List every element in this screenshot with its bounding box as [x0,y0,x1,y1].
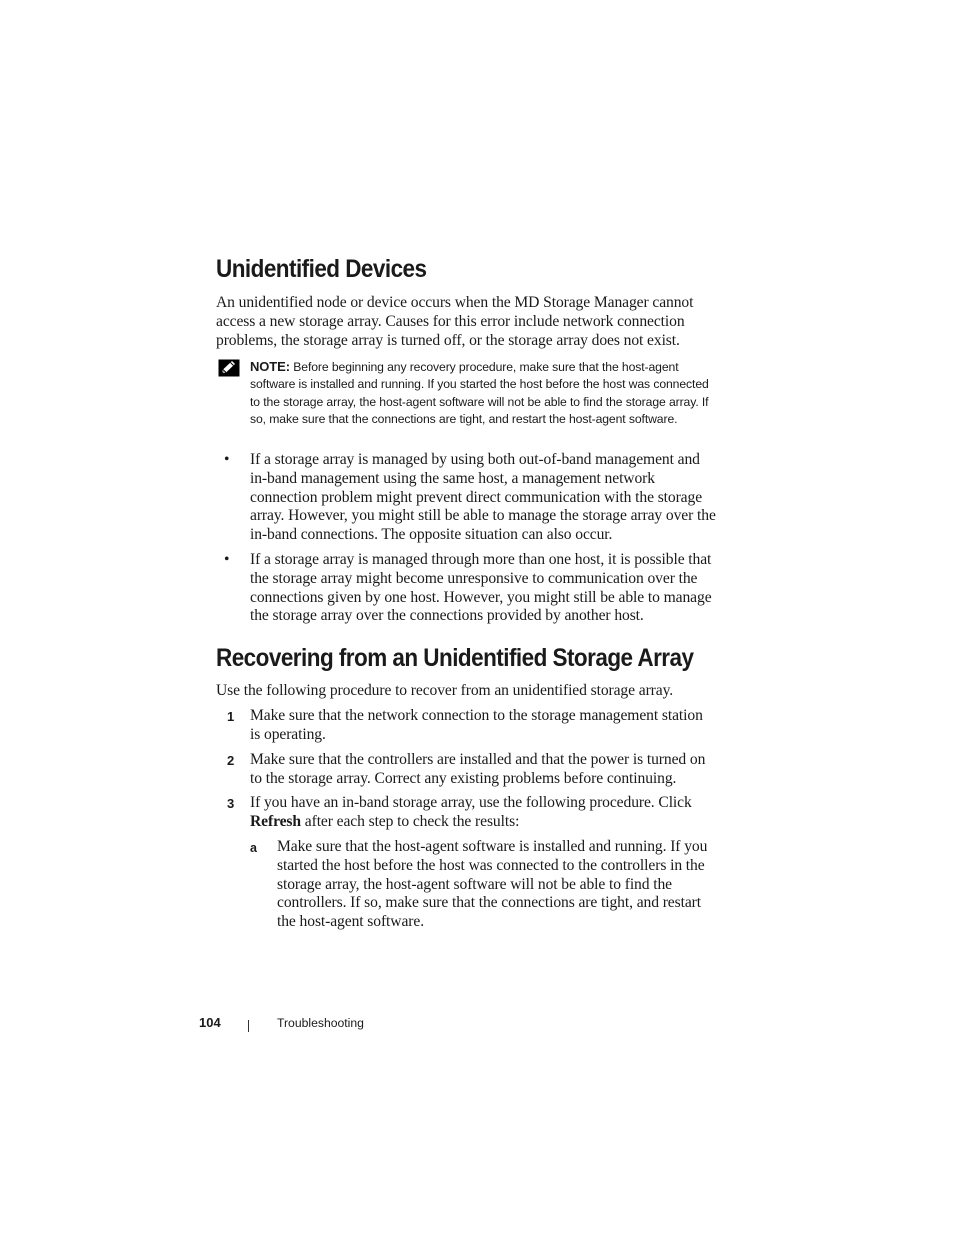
substep-text: Make sure that the host-agent software is installed and running. If you started the host before the host was connected to the controllers in the storage array, the host-agent software will not be able to find the controllers. If so, make sure that the connections are tight, and restart the host-agent software. [277,838,708,931]
step-text-part: If you have an in-band storage array, use the following procedure. Click [250,794,692,811]
intro-paragraph: An unidentified node or device occurs when the MD Storage Manager cannot access a new storage array. Causes for this error include network connection problems, the storage array is turned off, or the storage array does not exist. [216,294,694,349]
substep-letter: a [250,841,257,855]
procedure-intro: Use the following procedure to recover from an unidentified storage array. [216,682,674,699]
page-footer [199,1015,716,1035]
footer-section-title: Troubleshooting [277,1016,364,1030]
step-number: 3 [227,796,235,811]
footer-divider [248,1020,249,1032]
note-text [250,358,720,428]
step-number: 1 [227,709,235,724]
pencil-note-icon [218,359,240,377]
bullet-marker: • [224,451,230,468]
section-heading-unidentified-devices: Unidentified Devices [216,255,427,283]
step-text-part: after each step to check the results: [300,812,520,830]
step-text: Make sure that the controllers are installed and that the power is turned on to the storage array. Correct any existing problems before continuing. [250,751,706,787]
note-label: NOTE: [250,359,290,374]
page-number: 104 [199,1015,221,1030]
bullet-marker: • [224,551,230,568]
step-text: Make sure that the network connection to the storage management station is operating. [250,707,703,743]
step-number: 2 [227,753,235,768]
section-heading-recovering: Recovering from an Unidentified Storage Array [216,644,694,672]
note-body: Before beginning any recovery procedure, make sure that the host-agent software is installed and running. If you started the host before the host was connected to the storage array, the host-agent software will not be able to find the storage array. If so, make sure that the connections are tight, and restart the host-agent software. [250,360,709,426]
step-text [250,794,716,832]
bullet-text: If a storage array is managed by using both out-of-band management and in-band management using the same host, a management network connection problem might prevent direct communication with the storage array. However, you might still be able to manage the storage array over the in-band connections. The opposite situation can also occur. [250,451,716,544]
refresh-term: Refresh [250,812,301,830]
bullet-text: If a storage array is managed through more than one host, it is possible that the storage array might become unresponsive to communication over the connections given by one host. However, you might still be able to manage the storage array over the connections provided by another host. [250,551,712,625]
